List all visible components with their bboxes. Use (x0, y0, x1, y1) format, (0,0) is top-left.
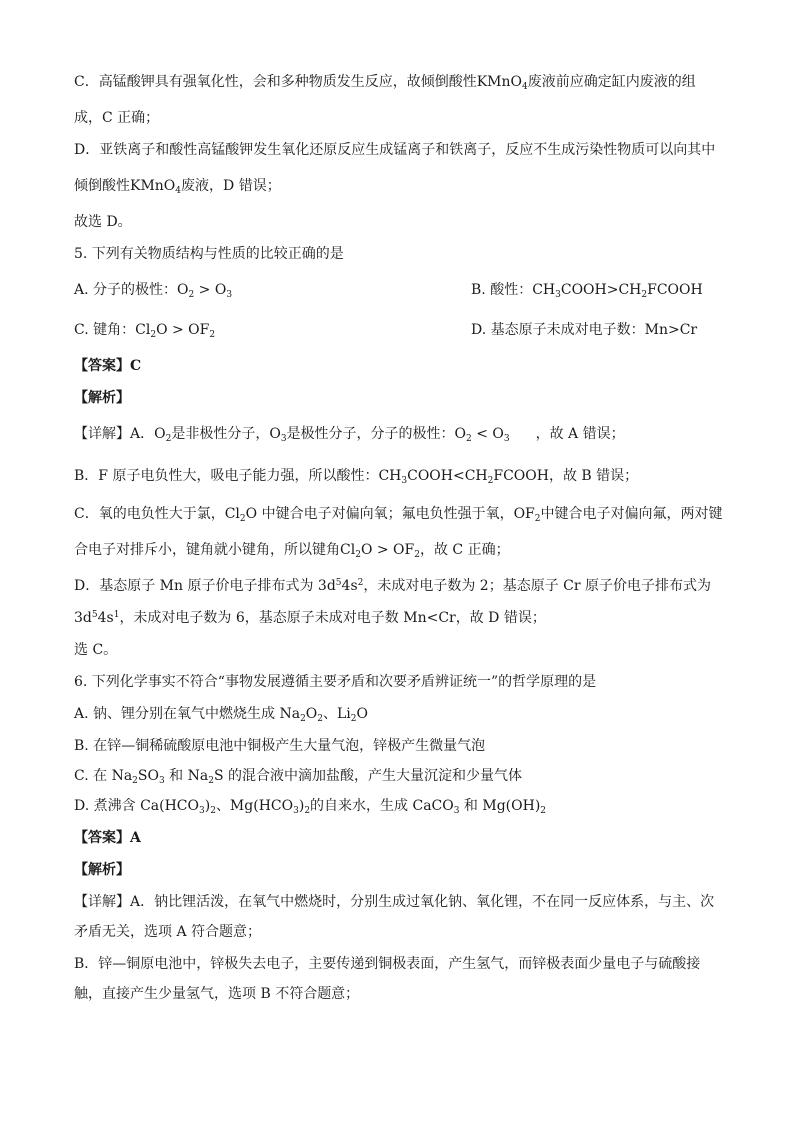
option-b: B. 酸性：$CH_3COOH>CH_2FCOOH$ (471, 282, 703, 300)
detail-6-a2 (74, 923, 261, 941)
detail-5-d1: D．基态原子 Mn 原子价电子排布式为 $3d^54s^2$，未成对电子数为 2；基态原子 Cr 原子价电子排布式为 (74, 578, 712, 594)
question-5-options-row2 (74, 321, 698, 340)
text: 成，C 正确； (74, 110, 160, 126)
explanation-line-d1 (74, 141, 715, 159)
text: 触，直接产生少量氢气，选项 B 不符合题意； (74, 986, 360, 1002)
formula-kmno4: KMnO$_4$ (130, 178, 182, 196)
text: 【解析】 (74, 390, 130, 406)
detail-6-b2 (74, 985, 359, 1003)
text: 6. 下列化学事实不符合“事物发展遵循主要矛盾和次要矛盾辨证统一”的哲学原理的是 (74, 674, 597, 690)
detail-5-b: B．F 原子电负性大，吸电子能力强，所以酸性：$CH_3COOH<CH_2FCOOH$，故 B 错误； (74, 468, 639, 486)
explanation-line-d2 (74, 177, 281, 195)
question-6-title (74, 673, 596, 691)
text: 废液前应确定缸内废液的组 (527, 74, 696, 90)
question-6-option-a: A. 钠、锂分别在氧气中燃烧生成 $Na_2O_2$、$Li_2O$ (74, 706, 369, 724)
text: 【解析】 (74, 862, 130, 878)
text: 废液，D 错误； (181, 178, 281, 194)
answer-6 (74, 829, 141, 847)
explanation-line-c2 (74, 109, 159, 127)
option-d: D. 基态原子未成对电子数：Mn>Cr (471, 322, 698, 338)
text: 选 C。 (74, 642, 118, 658)
answer-5 (74, 357, 141, 375)
detail-5-c2: 合电子对排斥小，键角就小键角，所以键角$Cl_2O > OF_2$，故 C 正确； (74, 542, 510, 560)
formula-kmno4: KMnO$_4$ (476, 74, 528, 92)
question-6-option-c: C. 在 $Na_2SO_3$ 和 $Na_2S$ 的混合液中滴加盐酸，产生大量沉淀和少量气体 (74, 768, 522, 786)
text: 故选 D。 (74, 214, 132, 230)
question-5-options-row1 (74, 281, 703, 300)
text: B．锌—铜原电池中，锌极失去电子，主要传递到铜极表面，产生氢气，而锌极表面少量电子与硫酸接 (74, 956, 701, 972)
text: 5. 下列有关物质结构与性质的比较正确的是 (74, 246, 344, 262)
text: 倾倒酸性 (74, 178, 130, 194)
text: 矛盾无关，选项 A 符合题意； (74, 924, 262, 940)
detail-6-b1 (74, 955, 700, 973)
text: 【答案】C (74, 358, 142, 374)
detail-6-a1 (74, 893, 714, 911)
analysis-6-label (74, 861, 130, 879)
question-6-option-d: D. 煮沸含 $Ca(HCO_3)_2$、$Mg(HCO_3)_2$的自来水，生成 CaCO$_3$ 和 $Mg(OH)_2$ (74, 798, 547, 816)
question-6-option-b: B. 在锌—铜稀硫酸原电池中铜极产生大量气泡，锌极产生微量气泡 (74, 738, 486, 754)
option-a: A. 分子的极性：$O_2 > O_3$ (74, 282, 233, 300)
detail-5-a: 【详解】A．$O_2$是非极性分子，$O_3$是极性分子，分子的极性：$O_2 < O_3$ ，故 A 错误； (74, 426, 625, 444)
text: C．高锰酸钾具有强氧化性，会和多种物质发生反应，故倾倒酸性 (74, 74, 477, 90)
conclusion-line-5 (74, 641, 117, 659)
text: 【答案】A (74, 830, 141, 846)
text: 【详解】A．钠比锂活泼，在氧气中燃烧时，分别生成过氧化钠、氧化锂，不在同一反应体系，与主、次 (74, 894, 715, 910)
conclusion-line (74, 213, 132, 231)
detail-5-d2: $3d^54s^1$，未成对电子数为 6，基态原子未成对电子数 Mn<Cr，故 D 错误； (74, 610, 546, 626)
question-5-title (74, 245, 344, 263)
option-c: C. 键角：$Cl_2O > OF_2$ (74, 322, 216, 340)
explanation-line-c1 (74, 73, 696, 91)
analysis-5-label (74, 389, 130, 407)
text: D．亚铁离子和酸性高锰酸钾发生氧化还原反应生成锰离子和铁离子，反应不生成污染性物质可以向其中 (74, 142, 716, 158)
detail-5-c1: C．氧的电负性大于氯，$Cl_2O$ 中键合电子对偏向氧；氟电负性强于氧，$OF_2$中键合电子对偏向氟，两对键 (74, 506, 723, 524)
